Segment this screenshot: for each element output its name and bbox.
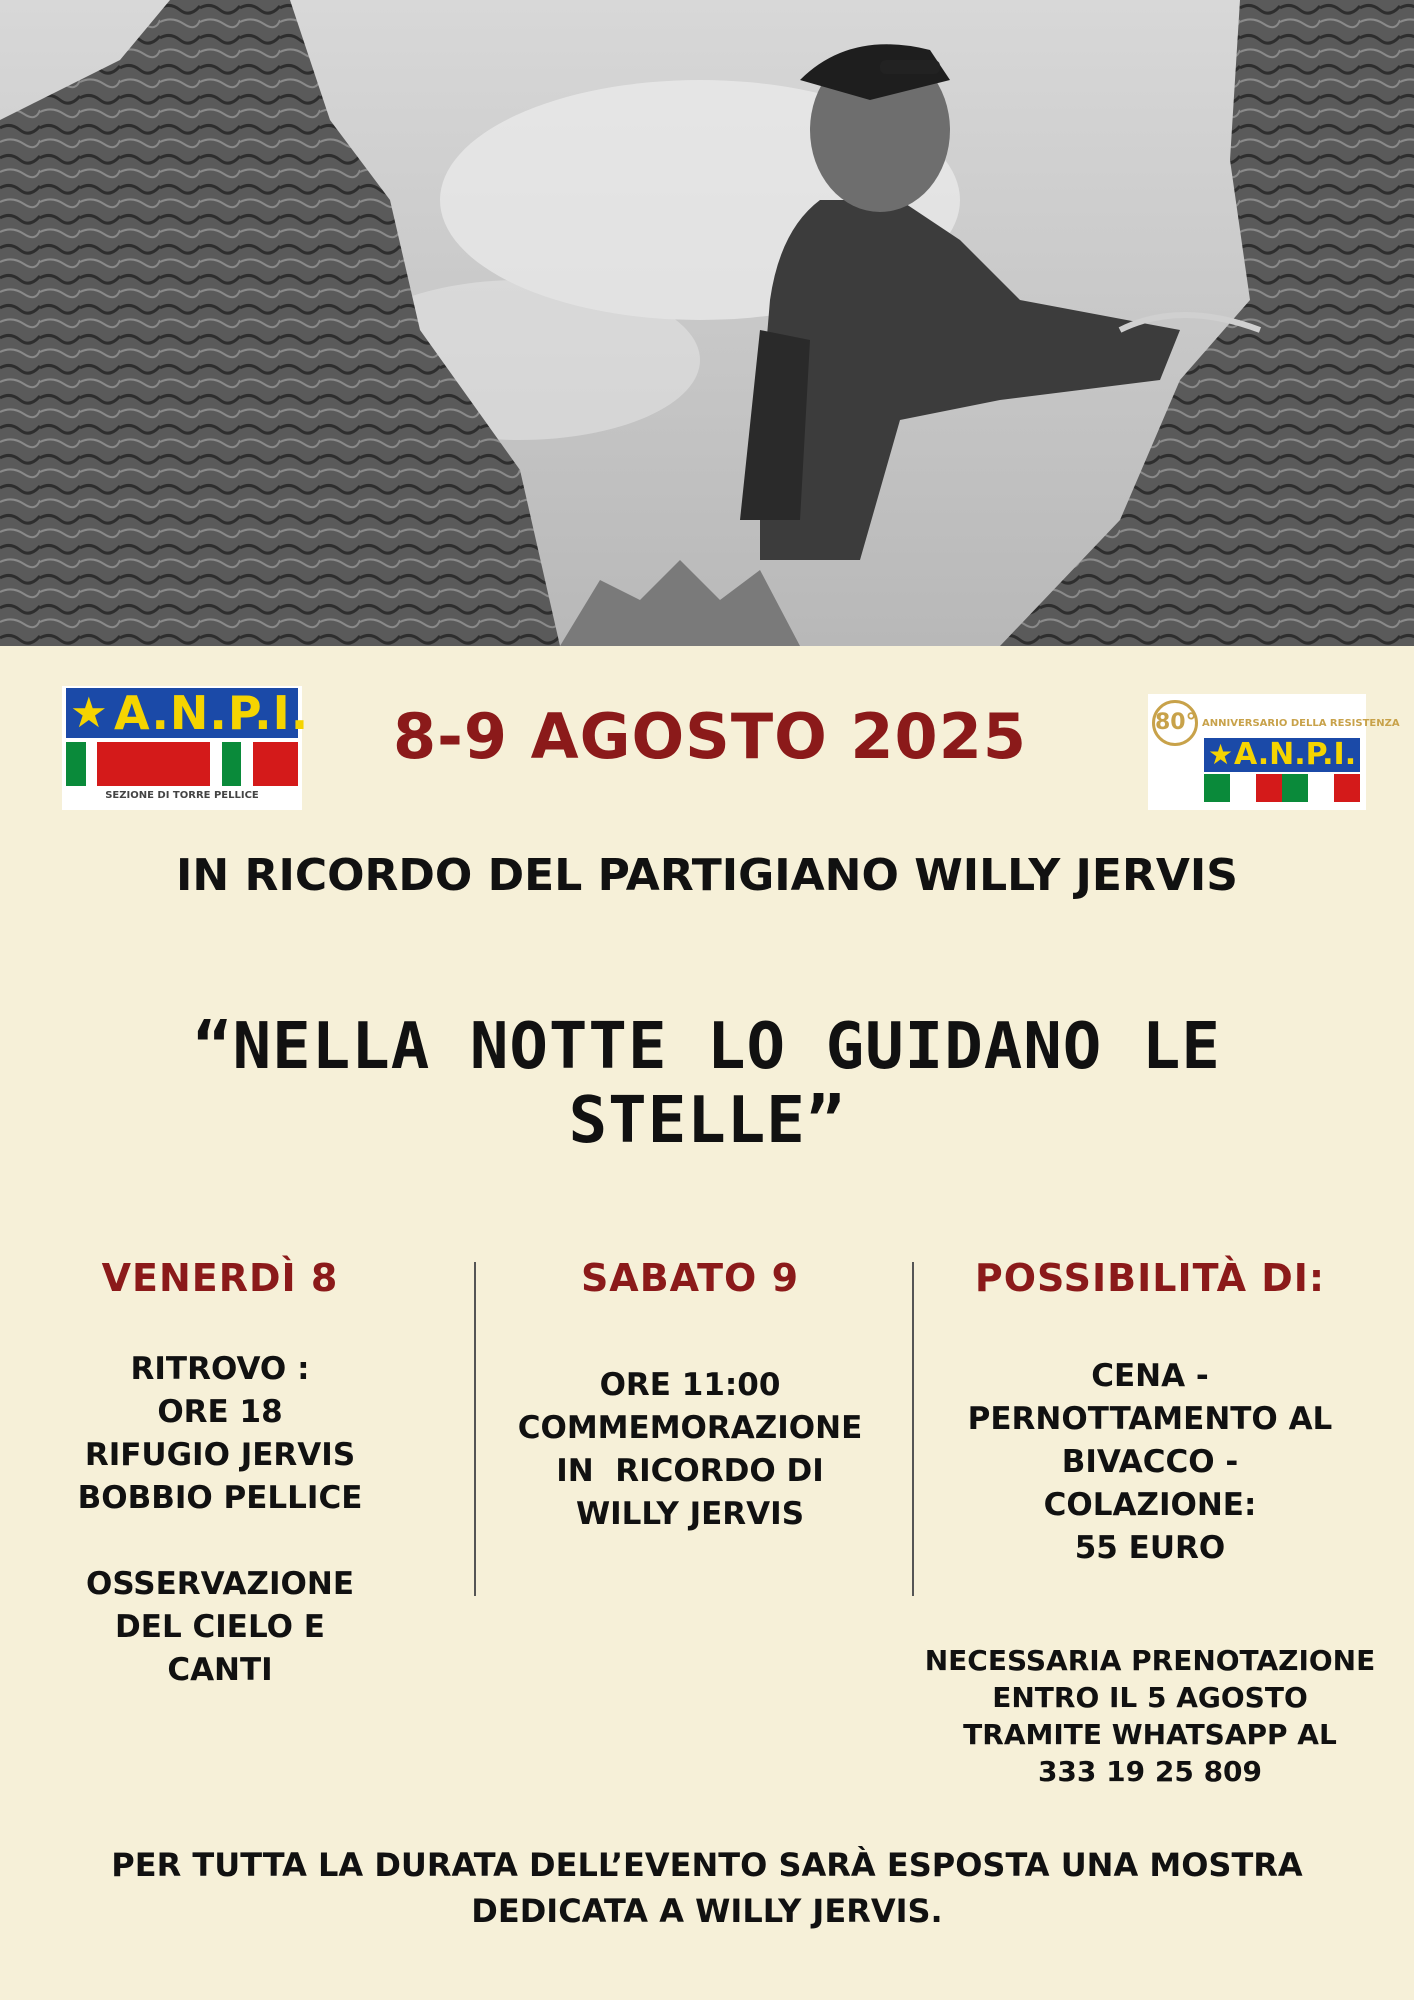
saturday-line: IN RICORDO DI	[556, 1453, 824, 1489]
column-divider	[474, 1262, 476, 1596]
star-icon: ★	[70, 688, 108, 737]
options-line: COLAZIONE:	[1043, 1487, 1257, 1523]
saturday-details	[500, 1364, 880, 1536]
anpi-banner	[66, 686, 310, 740]
column-heading-options: POSSIBILITÀ DI:	[974, 1256, 1326, 1300]
options-details	[950, 1356, 1350, 1571]
column-divider	[912, 1262, 914, 1596]
booking-line: ENTRO IL 5 AGOSTO	[992, 1681, 1308, 1714]
booking-note	[910, 1642, 1390, 1790]
header-photo	[0, 0, 1414, 646]
anpi-logo-text: A.N.P.I.	[114, 686, 310, 740]
friday-line: OSSERVAZIONE	[85, 1566, 355, 1602]
column-heading-saturday: SABATO 9	[580, 1256, 800, 1300]
anpi-torre-pellice-logo	[62, 686, 310, 810]
anniversary-caption: ANNIVERSARIO DELLA RESISTENZA	[1202, 718, 1400, 729]
friday-line: RITROVO :	[130, 1351, 310, 1387]
friday-line: BOBBIO PELLICE	[77, 1480, 363, 1516]
event-subtitle: IN RICORDO DEL PARTIGIANO WILLY JERVIS	[176, 850, 1238, 901]
anniversary-badge: 80°	[1152, 700, 1198, 746]
italian-flag-stripes	[1204, 774, 1360, 802]
friday-line: CANTI	[167, 1652, 273, 1688]
event-date: 8-9 AGOSTO 2025	[393, 700, 1027, 773]
friday-line: RIFUGIO JERVIS	[84, 1437, 356, 1473]
options-line: BIVACCO -	[1061, 1444, 1239, 1480]
column-heading-friday: VENERDÌ 8	[101, 1256, 339, 1300]
logo-caption: SEZIONE DI TORRE PELLICE	[105, 790, 259, 801]
booking-line: TRAMITE WHATSAPP AL	[963, 1718, 1337, 1751]
friday-details	[50, 1348, 390, 1692]
anpi-logo-text: A.N.P.I.	[1234, 737, 1357, 772]
saturday-line: COMMEMORAZIONE	[517, 1410, 863, 1446]
footer-line: DEDICATA A WILLY JERVIS.	[471, 1892, 943, 1930]
options-line: CENA -	[1091, 1358, 1209, 1394]
saturday-line: WILLY JERVIS	[575, 1496, 805, 1532]
anpi-80-anniversary-logo	[1148, 694, 1400, 810]
friday-line: DEL CIELO E	[115, 1609, 325, 1645]
event-quote-title: “NELLA NOTTE LO GUIDANO LE STELLE”	[193, 1010, 1221, 1158]
anpi-banner	[1204, 738, 1360, 772]
options-line: 55 EURO	[1074, 1530, 1226, 1566]
footer-line: PER TUTTA LA DURATA DELL’EVENTO SARÀ ESPOSTA UNA MOSTRA	[111, 1846, 1303, 1884]
star-icon: ★	[1208, 738, 1234, 771]
friday-line: ORE 18	[157, 1394, 283, 1430]
friday-line	[50, 1520, 390, 1563]
saturday-line: ORE 11:00	[599, 1367, 781, 1403]
italian-flag-stripes	[66, 742, 298, 786]
booking-phone: 333 19 25 809	[1037, 1755, 1263, 1788]
options-line: PERNOTTAMENTO AL	[967, 1401, 1333, 1437]
booking-line: NECESSARIA PRENOTAZIONE	[924, 1644, 1376, 1677]
exhibition-note	[60, 1842, 1354, 1934]
